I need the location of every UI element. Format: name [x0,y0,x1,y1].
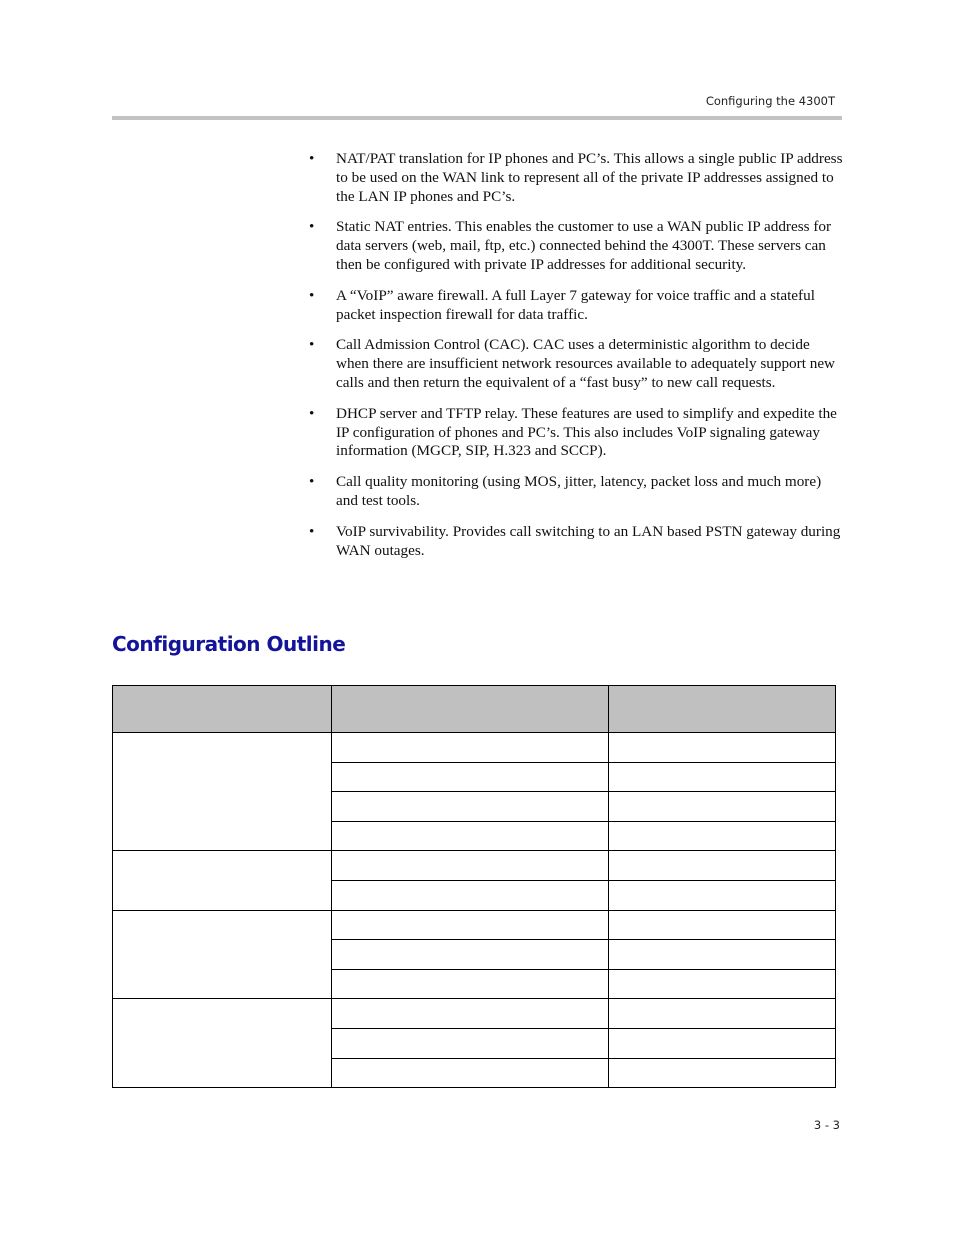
table-cell [332,969,609,999]
table-row [113,910,836,940]
bullet-marker: • [309,218,315,236]
table-header-cell [609,686,836,733]
table-cell [609,792,836,822]
bullet-text: Static NAT entries. This enables the customer to use a WAN public IP address for data servers (web, mail, ftp, etc.) connected behind the 4300T. These servers can then be configured with private IP addresses for additional security. [336,218,832,273]
bullet-text: VoIP survivability. Provides call switching to an LAN based PSTN gateway during WAN outages. [336,522,841,559]
bullet-text: Call Admission Control (CAC). CAC uses a deterministic algorithm to decide when there are insufficient network resources available to adequately support new calls and then return the equivalent of a “fast busy” to new call requests. [336,336,836,391]
table-cell [332,792,609,822]
bullet-text: DHCP server and TFTP relay. These features are used to simplify and expedite the IP configuration of phones and PC’s. This also includes VoIP signaling gateway information (MGCP, SIP, H.323 and SCCP). [336,404,837,460]
table-cell [332,999,609,1029]
bullet-item [309,473,844,511]
table-cell [332,1028,609,1058]
table-cell [609,910,836,940]
table-row [113,851,836,881]
bullet-marker: • [309,522,315,540]
table-cell [332,733,609,763]
table-cell [332,762,609,792]
bullet-item [309,405,844,461]
table-cell [609,1028,836,1058]
table-cell [332,851,609,881]
table-cell [609,940,836,970]
table-group-cell [113,851,332,910]
table-cell [609,821,836,851]
bullet-item [309,150,844,206]
page-number: 3 - 3 [813,1118,840,1132]
section-heading: Configuration Outline [112,632,346,656]
bullet-marker: • [309,473,315,491]
bullet-text: Call quality monitoring (using MOS, jitter, latency, packet loss and much more) and test tools. [336,473,822,509]
bullet-item [309,287,844,325]
table-cell [609,1058,836,1088]
table-header-cell [332,686,609,733]
table-group-cell [113,999,332,1088]
bullet-text: NAT/PAT translation for IP phones and PC’s. This allows a single public IP address to be used on the WAN link to represent all of the private IP addresses assigned to the LAN IP phones and PC’s. [336,150,843,205]
table-cell [332,1058,609,1088]
bullet-marker: • [309,286,315,304]
table-cell [332,880,609,910]
table-cell [609,733,836,763]
bullet-item [309,523,844,561]
table-header-row [113,686,836,733]
bullet-item [309,218,844,274]
table-cell [609,762,836,792]
configuration-outline-table [112,685,836,1088]
table-cell [609,969,836,999]
table-cell [609,851,836,881]
bullet-marker: • [309,404,315,422]
table-header-cell [113,686,332,733]
feature-bullet-list [309,150,844,572]
table-cell [609,999,836,1029]
table-row [113,999,836,1029]
table-row [113,733,836,763]
bullet-marker: • [309,336,315,354]
running-header: Configuring the 4300T [705,94,835,108]
table-group-cell [113,733,332,851]
bullet-marker: • [309,150,315,167]
header-rule [112,116,842,120]
table-group-cell [113,910,332,999]
table-cell [332,821,609,851]
bullet-item [309,336,844,392]
table-cell [609,880,836,910]
bullet-text: A “VoIP” aware firewall. A full Layer 7 gateway for voice traffic and a stateful packet inspection firewall for data traffic. [336,286,815,323]
table-cell [332,940,609,970]
table-cell [332,910,609,940]
